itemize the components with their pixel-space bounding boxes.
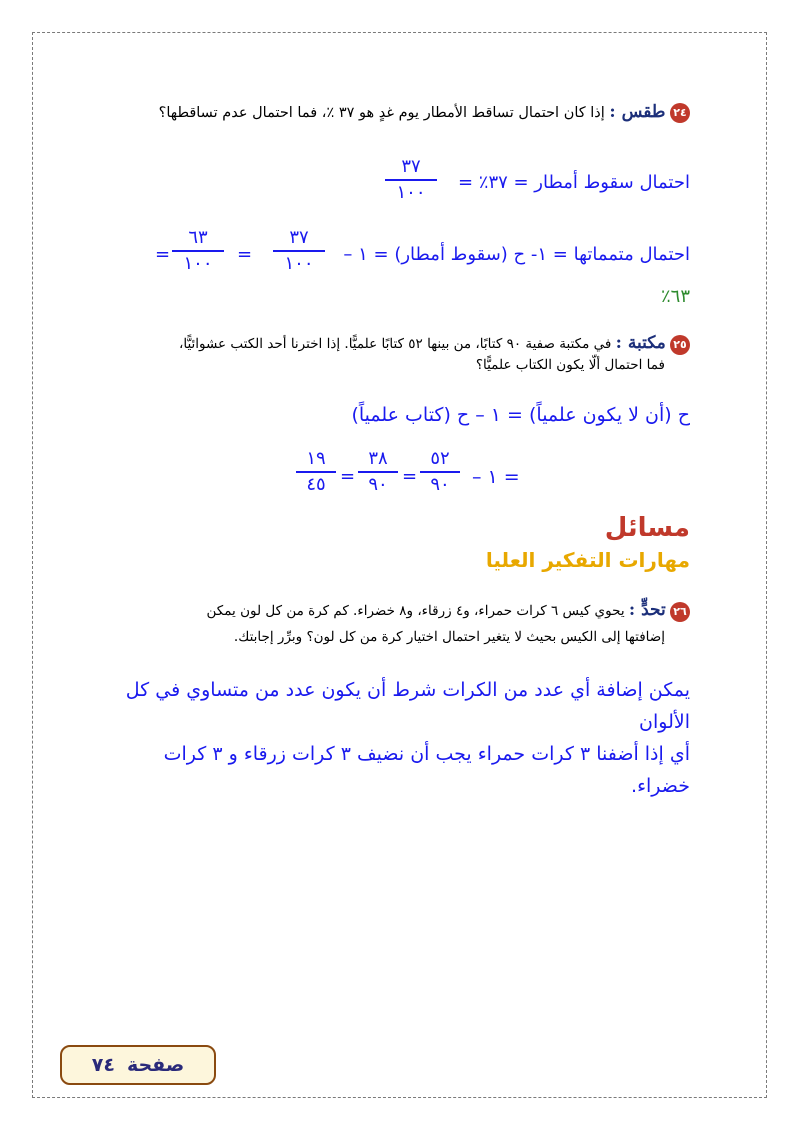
answer-26-paragraph-1: يمكن إضافة أي عدد من الكرات شرط أن يكون عدد من متساوي في كل الألوان — [125, 679, 690, 733]
question-25-line-2: فما احتمال ألّا يكون الكتاب علميًّا؟ — [475, 357, 665, 373]
answer-26-paragraph-2: أي إذا أضفنا ٣ كرات حمراء يجب أن نضيف ٣ كرات زرقاء و ٣ كرات خضراء. — [163, 743, 690, 797]
answer-25-prefix: = ١ – — [472, 466, 520, 488]
fraction-numerator: ٦٣ — [188, 227, 208, 248]
question-text: إذا كان احتمال تساقط الأمطار يوم غدٍ هو ٣٧ ٪، فما احتمال عدم تساقطها؟ — [158, 105, 605, 121]
question-keyword: طقس : — [609, 102, 666, 122]
answer-24-result: ٦٣٪ — [660, 286, 690, 307]
fraction-denominator: ١٠٠ — [183, 253, 213, 274]
question-keyword: مكتبة : — [615, 333, 666, 353]
fraction-19-45 — [296, 449, 336, 495]
page-number: ٧٤ — [91, 1054, 115, 1076]
fraction-denominator: ٩٠ — [430, 474, 450, 495]
question-text: يحوي كيس ٦ كرات حمراء، و٤ زرقاء، و٨ خضراء. كم كرة من كل لون يمكن — [206, 603, 625, 619]
answer-24-line-1: احتمال سقوط أمطار = ٣٧٪ = — [457, 172, 690, 193]
fraction-numerator: ٣٧ — [289, 227, 309, 248]
fraction-bar — [273, 250, 325, 252]
page-number-box — [60, 1045, 216, 1085]
answer-24-line-2: احتمال متمماتها = ١- ح (سقوط أمطار) = ١ – — [343, 244, 690, 265]
fraction-bar — [296, 471, 336, 473]
question-number-badge: ٢٦ — [670, 602, 690, 622]
answer-25-line-1: ح (أن لا يكون علمياً) = ١ – ح (كتاب علمياً) — [351, 404, 690, 426]
fraction-numerator: ١٩ — [306, 448, 326, 469]
fraction-63-100 — [172, 228, 224, 274]
equals-sign: = — [155, 244, 171, 265]
question-26 — [207, 600, 691, 622]
question-24 — [159, 102, 690, 123]
equals-sign: = — [402, 466, 418, 487]
fraction-52-90 — [420, 449, 460, 495]
section-title: مسائل — [604, 513, 690, 543]
section-subtitle: مهارات التفكير العليا — [485, 548, 690, 572]
fraction-denominator: ٤٥ — [306, 474, 326, 495]
fraction-numerator: ٣٧ — [401, 156, 421, 177]
fraction-denominator: ١٠٠ — [284, 253, 314, 274]
fraction-37-100-a — [385, 157, 437, 203]
fraction-38-90 — [358, 449, 398, 495]
fraction-numerator: ٥٢ — [430, 448, 450, 469]
fraction-bar — [358, 471, 398, 473]
question-number-badge: ٢٤ — [670, 103, 690, 123]
fraction-37-100-b — [273, 228, 325, 274]
question-25 — [179, 333, 690, 355]
question-number-badge: ٢٥ — [670, 335, 690, 355]
fraction-bar — [385, 179, 437, 181]
fraction-numerator: ٣٨ — [368, 448, 388, 469]
fraction-denominator: ٩٠ — [368, 474, 388, 495]
fraction-bar — [420, 471, 460, 473]
fraction-bar — [172, 250, 224, 252]
page-label: صفحة — [126, 1054, 185, 1076]
question-26-line-2: إضافتها إلى الكيس بحيث لا يتغير احتمال اختيار كرة من كل لون؟ وبرِّر إجابتك. — [233, 629, 665, 645]
question-keyword: تحدٍّ : — [628, 600, 666, 620]
equals-sign: = — [340, 466, 356, 487]
fraction-denominator: ١٠٠ — [396, 182, 426, 203]
question-text: في مكتبة صفية ٩٠ كتابًا، من بينها ٥٢ كتابًا علميًّا. إذا اخترنا أحد الكتب عشوائيًّا، — [178, 336, 612, 352]
equals-sign: = — [237, 244, 253, 265]
